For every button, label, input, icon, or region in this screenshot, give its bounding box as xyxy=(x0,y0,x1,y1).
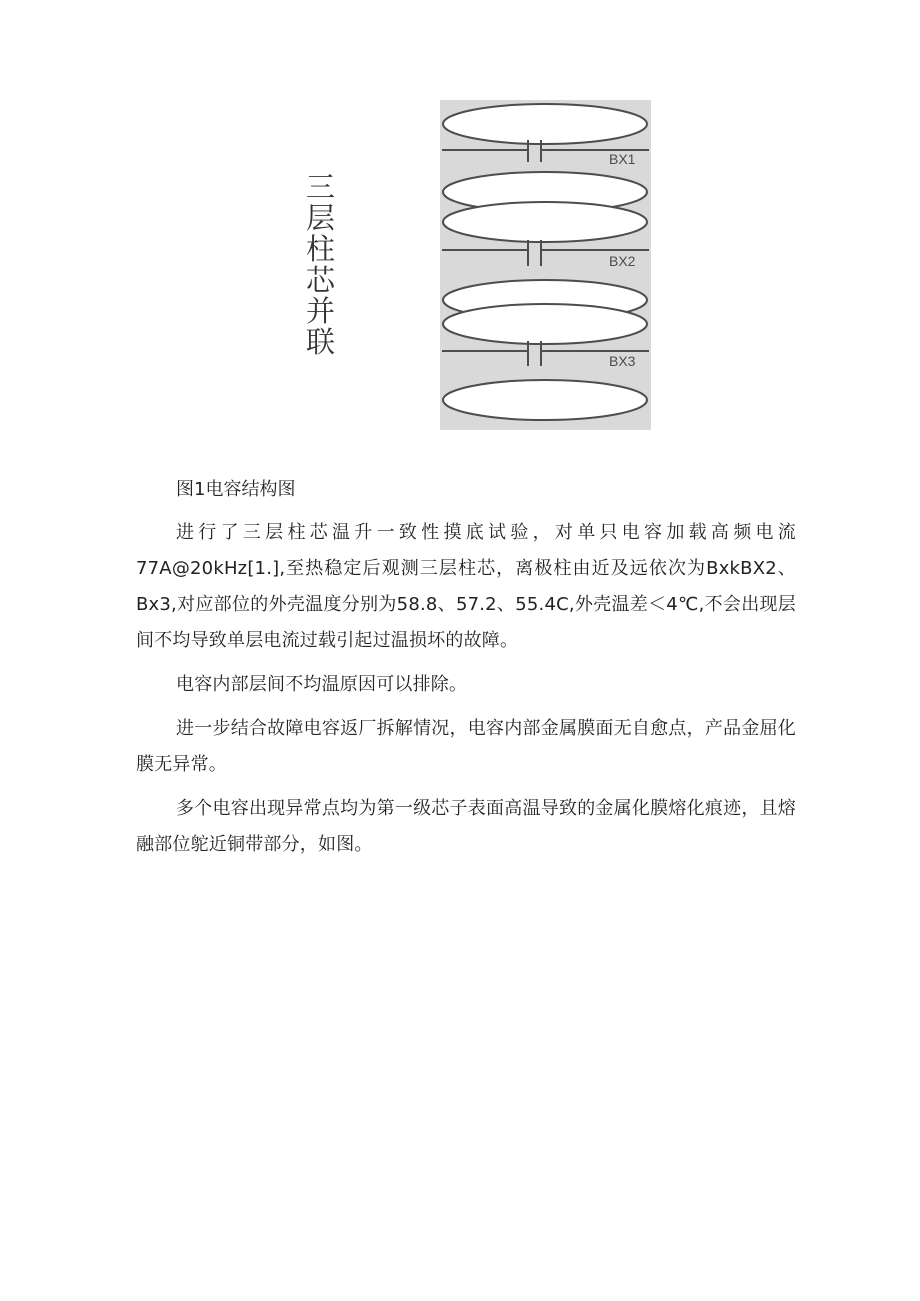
figure-caption: 图1电容结构图 xyxy=(176,479,296,500)
paragraph-teardown: 进一步结合故障电容返厂拆解情况，电容内部金属膜面无自愈点，产品金屈化膜无异常。 xyxy=(136,718,796,775)
layer-1-top-disk xyxy=(443,104,647,144)
layer-1-label: BX1 xyxy=(609,151,636,167)
layer-3-label: BX3 xyxy=(609,353,636,369)
layer-2-label: BX2 xyxy=(609,253,636,269)
paragraph-conclusion: 电容内部层间不均温原因可以排除。 xyxy=(176,674,468,695)
paragraph-abnormal-points: 多个电容出现异常点均为第一级芯子表面高温导致的金属化膜熔化痕迹，且熔融部位鸵近铜带部分，如图。 xyxy=(136,798,796,855)
body-text xyxy=(136,515,796,863)
layer-3-top-disk xyxy=(443,304,647,344)
layer-2-top-disk xyxy=(443,202,647,242)
capacitor-structure-figure xyxy=(0,0,920,440)
figure-side-label: 三层柱芯并联 xyxy=(306,170,336,359)
capacitor-layer-diagram xyxy=(440,100,651,430)
paragraph-test-result: 进行了三层柱芯温升一致性摸底试验，对单只电容加载高频电流77A@20kHz[1.],至热稳定后观测三层柱芯，离极柱由近及远依次为BxkBX2、Bx3,对应部位的外壳温度分别为58.8、57.2、55.4C,外壳温差＜4℃,不会出现层间不均导致单层电流过载引起过温损坏的故障。 xyxy=(136,522,796,651)
layer-3-bottom-disk xyxy=(443,380,647,420)
